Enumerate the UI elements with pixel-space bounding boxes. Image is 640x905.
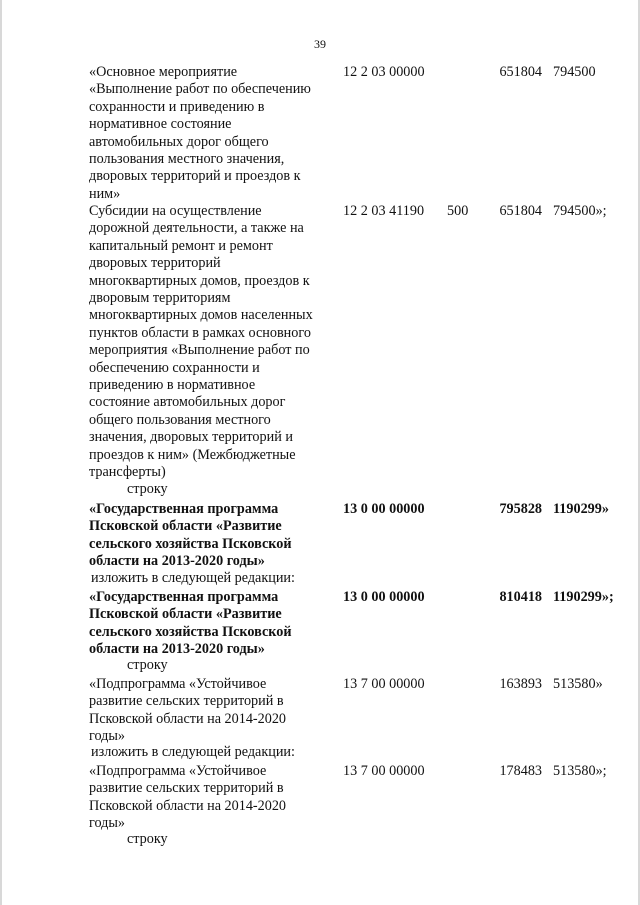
- budget-entry: [89, 763, 640, 832]
- note-izlozhit: изложить в следующей редакции:: [91, 570, 295, 586]
- entry-sum-2: 1190299»;: [553, 589, 614, 605]
- entry-code: 12 2 03 41190: [343, 203, 425, 219]
- entry-code: 13 0 00 00000: [343, 501, 425, 517]
- entry-sum-2: 513580»;: [553, 763, 607, 779]
- entry-sum-2: 794500»;: [553, 203, 607, 219]
- entry-sum-2: 794500: [553, 64, 596, 80]
- entry-sum-1: 178483: [499, 763, 542, 779]
- entry-expense-type: 500: [447, 203, 469, 219]
- budget-entry: [89, 501, 640, 570]
- budget-entry: [89, 203, 640, 481]
- entry-sum-2: 1190299»: [553, 501, 609, 517]
- entry-description: Субсидии на осуществление дорожной деятельности, а также на капитальный ремонт и ремонт дворовых территорий многоквартирных домов, проездов к дворовым территориям многоквартирных домов населенных пунктов области в рамках основного мероприятия «Выполнение работ по обеспечению сохранности и приведению в нормативное состояние автомобильных дорог общего пользования местного значения, дворовых территорий и проездов к ним» (Межбюджетные трансферты): [89, 203, 313, 481]
- entry-code: 13 0 00 00000: [343, 589, 425, 605]
- entry-description: «Государственная программа Псковской области «Развитие сельского хозяйства Псковской области на 2013-2020 годы»: [89, 589, 292, 658]
- entry-description: «Государственная программа Псковской области «Развитие сельского хозяйства Псковской области на 2013-2020 годы»: [89, 501, 292, 570]
- page-number: 39: [314, 37, 326, 51]
- entry-sum-1: 651804: [499, 64, 542, 80]
- entry-sum-2: 513580»: [553, 676, 603, 692]
- note-stroku: строку: [127, 657, 168, 673]
- budget-entry: [89, 589, 640, 658]
- entry-code: 13 7 00 00000: [343, 676, 425, 692]
- entry-description: «Подпрограмма «Устойчивое развитие сельских территорий в Псковской области на 2014-2020 годы»: [89, 763, 287, 832]
- note-stroku: строку: [127, 481, 168, 497]
- entry-sum-1: 795828: [499, 501, 542, 517]
- entry-sum-1: 810418: [499, 589, 542, 605]
- budget-entry: [89, 676, 640, 745]
- budget-entry: [89, 64, 640, 202]
- entry-sum-1: 651804: [499, 203, 542, 219]
- note-izlozhit: изложить в следующей редакции:: [91, 744, 295, 760]
- entry-code: 13 7 00 00000: [343, 763, 425, 779]
- entry-sum-1: 163893: [499, 676, 542, 692]
- entry-description: «Подпрограмма «Устойчивое развитие сельских территорий в Псковской области на 2014-2020 годы»: [89, 676, 287, 745]
- page-left-edge: [0, 0, 2, 905]
- entry-code: 12 2 03 00000: [343, 64, 425, 80]
- note-stroku: строку: [127, 831, 168, 847]
- entry-description: «Основное мероприятие «Выполнение работ по обеспечению сохранности и приведению в нормативное состояние автомобильных дорог общего пользования местного значения, дворовых территорий и проездов к ним»: [89, 64, 311, 202]
